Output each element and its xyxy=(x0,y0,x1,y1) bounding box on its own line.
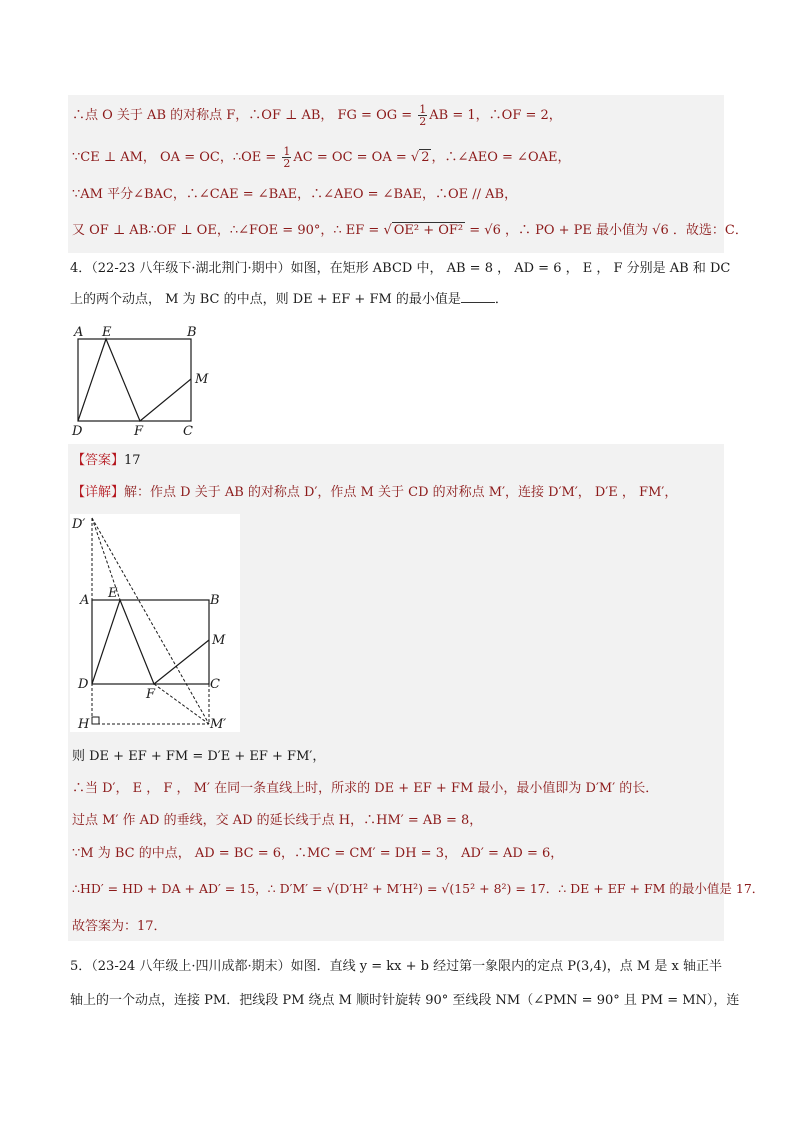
fraction: $\frac{1}{2}$ xyxy=(283,145,291,170)
label-d: D xyxy=(78,677,89,692)
question-4-line-1: 4．（22-23 八年级下·湖北荆门·期中）如图，在矩形 ABCD 中， AB = 8 ， AD = 6 ， E ， F 分别是 AB 和 DC xyxy=(70,261,731,276)
label-e: E xyxy=(102,325,112,340)
label-h: H xyxy=(78,717,90,732)
label-a: A xyxy=(80,593,90,608)
answer-line: 【答案】17 xyxy=(72,453,141,468)
label-b: B xyxy=(187,325,197,340)
solution-step-4: ∵M 为 BC 的中点， AD = BC = 6，∴MC = CM′ = DH = 3， AD′ = AD = 6， xyxy=(72,846,564,861)
question-4-line-2: 上的两个动点， M 为 BC 的中点，则 DE + EF + FM 的最小值是 ． xyxy=(70,292,508,307)
label-d-prime: D′ xyxy=(72,517,86,532)
label-f: F xyxy=(146,687,156,702)
solution-line-1: ∴点 O 关于 AB 的对称点 F，∴OF ⊥ AB， FG = OG = $\frac{1}{2}$ AB = 1，∴OF = 2， xyxy=(72,103,562,128)
question-5-line-1: 5．（23-24 八年级上·四川成都·期末）如图．直线 y = kx + b 经过第一象限内的定点 P(3,4)，点 M 是 x 轴正半 xyxy=(70,959,722,974)
solution-line-3: ∵AM 平分∠BAC，∴∠CAE = ∠BAE，∴∠AEO = ∠BAE，∴OE // AB， xyxy=(72,187,518,202)
label-e: E xyxy=(108,586,118,601)
rectangle-figure xyxy=(68,322,228,440)
solution-step-6: 故答案为：17． xyxy=(72,919,167,934)
answer-blank xyxy=(461,290,495,303)
rectangle-abcd xyxy=(92,600,209,684)
label-m-prime: M′ xyxy=(210,717,227,732)
label-f: F xyxy=(134,424,144,439)
detail-line: 【详解】解：作点 D 关于 AB 的对称点 D′，作点 M 关于 CD 的对称点 M′，连接 D′M′， D′E ， FM′， xyxy=(72,485,678,500)
label-m: M xyxy=(195,372,209,387)
label-a: A xyxy=(74,325,84,340)
label-c: C xyxy=(183,424,193,439)
path-defm xyxy=(78,339,191,421)
solution-line-2: ∵CE ⊥ AM， OA = OC，∴OE = $\frac{1}{2}$ AC = OC = OA = √ 2 ，∴∠AEO = ∠OAE， xyxy=(72,145,571,170)
label-b: B xyxy=(210,593,220,608)
solution-step-1: 则 DE + EF + FM = D′E + EF + FM′， xyxy=(72,749,326,764)
solution-step-2: ∴当 D′， E ， F ， M′ 在同一条直线上时，所求的 DE + EF + FM 最小，最小值即为 D′M′ 的长． xyxy=(72,781,659,796)
label-d: D xyxy=(72,424,83,439)
solution-line-4: 又 OF ⊥ AB∴OF ⊥ OE，∴∠FOE = 90°，∴ EF = √ OE² + OF² = √6 ，∴ PO + PE 最小值为 √6 ．故选：C． xyxy=(72,223,748,238)
label-c: C xyxy=(210,677,220,692)
label-m: M xyxy=(212,633,226,648)
reflection-figure xyxy=(70,514,240,732)
solution-step-5: ∴HD′ = HD + DA + AD′ = 15，∴ D′M′ = √(D′H² + M′H²) = √(15² + 8²) = 17．∴ DE + EF + FM 的最小值是 17． xyxy=(72,881,765,896)
solution-step-3: 过点 M′ 作 AD 的垂线，交 AD 的延长线于点 H，∴HM′ = AB = 8， xyxy=(72,813,483,828)
fraction: $\frac{1}{2}$ xyxy=(419,103,427,128)
question-5-line-2: 轴上的一个动点，连接 PM．把线段 PM 绕点 M 顺时针旋转 90° 至线段 NM（∠PMN = 90° 且 PM = MN），连 xyxy=(70,993,740,1008)
path-defm xyxy=(92,600,209,684)
right-angle-mark xyxy=(92,717,99,724)
dashed-fm1 xyxy=(154,684,209,724)
